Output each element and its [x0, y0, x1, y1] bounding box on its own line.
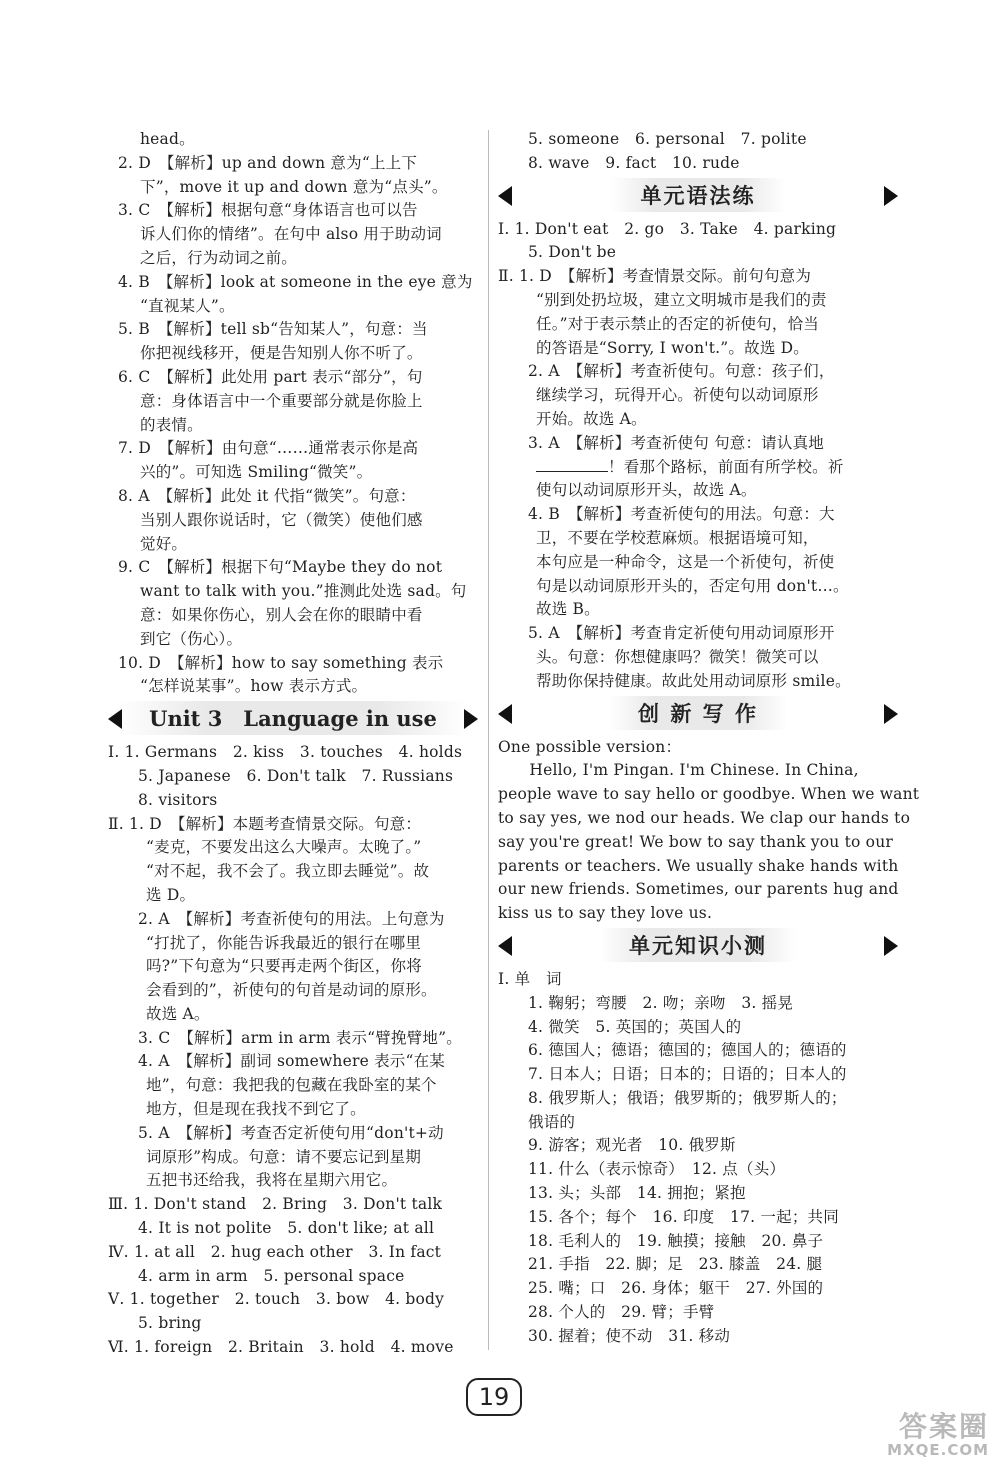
answer-line: 意：如果你伤心，别人会在你的眼睛中看 [140, 605, 423, 624]
answer-line: 6. 德国人；德语；德国的；德国人的；德语的 [528, 1041, 847, 1060]
section-title: Unit 3 Language in use [119, 701, 467, 735]
answer-line: 13. 头；头部 14. 拥抱；紧抱 [528, 1184, 746, 1203]
answer-line: 5. bring [138, 1314, 202, 1333]
answer-line: 使句以动词原形开头，故选 A。 [536, 481, 757, 500]
right-arrow-icon [884, 936, 898, 956]
answer-line: 11. 什么（表示惊奇） 12. 点（头） [528, 1160, 786, 1179]
answer-line: Ⅰ. 单 词 [498, 969, 562, 988]
answer-line: 4. 微笑 5. 英国的；英国人的 [528, 1017, 742, 1036]
quiz-answers [498, 968, 898, 1349]
answer-line: 8. wave 9. fact 10. rude [528, 153, 740, 172]
left-arrow-icon [108, 709, 122, 729]
answer-line: Ⅵ. 1. foreign 2. Britain 3. hold 4. move [108, 1338, 454, 1357]
answer-line: 你把视线移开，便是告知别人你不听了。 [140, 344, 423, 363]
answer-line: 下”，move it up and down 意为“点头”。 [140, 177, 448, 196]
answer-line: “直视某人”。 [140, 296, 235, 315]
answer-line: 9. 游客；观光者 10. 俄罗斯 [528, 1136, 736, 1155]
writing-line: to say yes, we nod our heads. We clap our hands to [498, 808, 911, 827]
answer-line-with-blank: ！看那个路标，前面有所学校。祈 [498, 456, 898, 480]
answer-line: 4. B 【解析】考查祈使句的用法。句意：大 [528, 505, 835, 524]
answer-line: 意：身体语言中一个重要部分就是你脸上 [140, 391, 423, 410]
answer-line: 故选 A。 [146, 1004, 210, 1023]
answer-line: 6. C 【解析】此处用 part 表示“部分”，句 [118, 367, 423, 386]
answer-line: 之后，行为动词之前。 [140, 248, 298, 267]
answer-line: Ⅴ. 1. together 2. touch 3. bow 4. body [108, 1290, 445, 1309]
watermark-url: MXQE.COM [887, 1441, 989, 1459]
answer-line: 9. C 【解析】根据下句“Maybe they do not [118, 558, 443, 577]
section-title: 单元知识小测 [599, 928, 797, 962]
answer-line: 18. 毛利人的 19. 触摸；接触 20. 鼻子 [528, 1231, 824, 1250]
answer-line: 5. A 【解析】考查否定祈使句用“don't+动 [138, 1123, 444, 1142]
answer-line: 兴的”。可知选 Smiling“微笑”。 [140, 463, 373, 482]
writing-line: our new friends. Sometimes, our parents hug and [498, 880, 899, 899]
answer-line: Ⅳ. 1. at all 2. hug each other 3. In fact [108, 1242, 442, 1261]
grammar-answers-part2 [498, 479, 898, 693]
right-arrow-icon [884, 186, 898, 206]
answer-line: head。 [140, 130, 195, 148]
answer-line: “怎样说某事”。how 表示方式。 [140, 677, 368, 696]
answer-line: 5. someone 6. personal 7. polite [528, 130, 807, 148]
answer-line: 5. A 【解析】考查肯定祈使句用动词原形开 [528, 624, 835, 643]
answer-line: 开始。故选 A。 [536, 409, 647, 428]
answer-line: 五把书还给我，我将在星期六用它。 [146, 1171, 398, 1190]
page-number: 19 [466, 1378, 522, 1416]
answer-line: Ⅰ. 1. Germans 2. kiss 3. touches 4. holds [108, 743, 463, 762]
left-answers-part1 [108, 128, 478, 699]
answer-line: 句是以动词原形开头的，否定句用 don't…。 [536, 576, 849, 595]
answer-line: 3. A 【解析】考查祈使句 句意：请认真地 [528, 433, 824, 452]
answer-line: Ⅰ. 1. Don't eat 2. go 3. Take 4. parking [498, 219, 837, 238]
answer-line: want to talk with you.”推测此处选 sad。句 [140, 582, 467, 601]
answer-line: Ⅱ. 1. D 【解析】考查情景交际。前句句意为 [498, 267, 812, 286]
answer-line: “对不起，我不会了。我立即去睡觉”。故 [146, 862, 430, 881]
answer-line: 会看到的”，祈使句的句首是动词的原形。 [146, 981, 437, 1000]
answer-line: 7. 日本人；日语；日本的；日语的；日本人的 [528, 1065, 847, 1084]
watermark-text: 答案圈 [898, 1410, 989, 1443]
section-header-grammar [498, 178, 898, 212]
answer-line: 地”，句意：我把我的包藏在我卧室的某个 [146, 1076, 437, 1095]
left-arrow-icon [498, 186, 512, 206]
section-title: 单元语法练 [611, 178, 786, 212]
answer-line: 4. A 【解析】副词 somewhere 表示“在某 [138, 1052, 445, 1071]
section-title: 创 新 写 作 [608, 696, 788, 730]
left-answers-part2 [108, 741, 478, 1360]
column-divider [488, 130, 489, 1350]
answer-line: 到它（伤心）。 [140, 629, 243, 648]
left-column [108, 128, 478, 1360]
answer-line: “别到处扔垃圾，建立文明城市是我们的责 [536, 290, 827, 309]
answer-line: 7. D 【解析】由句意“……通常表示你是高 [118, 439, 419, 458]
answer-line: 头。句意：你想健康吗？微笑！微笑可以 [536, 647, 819, 666]
answer-line: 故选 B。 [536, 600, 600, 619]
answer-line: 卫，不要在学校惹麻烦。根据语境可知， [536, 528, 819, 547]
left-arrow-icon [498, 704, 512, 724]
answer-line: “打扰了，你能告诉我最近的银行在哪里 [146, 933, 422, 952]
left-arrow-icon [498, 936, 512, 956]
answer-line: 1. 鞠躬；弯腰 2. 吻；亲吻 3. 摇晃 [528, 993, 794, 1012]
answer-line: 5. B 【解析】tell sb“告知某人”，句意：当 [118, 320, 428, 339]
answer-line: 的答语是“Sorry, I won't.”。故选 D。 [536, 338, 809, 357]
answer-line: 21. 手指 22. 脚；足 23. 膝盖 24. 腿 [528, 1255, 823, 1274]
answer-line: 25. 嘴；口 26. 身体；躯干 27. 外国的 [528, 1279, 824, 1298]
answer-line: 2. A 【解析】考查祈使句的用法。上句意为 [138, 909, 445, 928]
answer-line: 的表情。 [140, 415, 203, 434]
answer-line: 8. 俄罗斯人；俄语；俄罗斯的；俄罗斯人的； [528, 1088, 847, 1107]
writing-line: people wave to say hello or goodbye. When we want [498, 785, 920, 804]
answer-line: 俄语的 [528, 1112, 576, 1131]
answer-line: 10. D 【解析】how to say something 表示 [118, 653, 444, 672]
answer-line: 30. 握着；使不动 31. 移动 [528, 1326, 731, 1345]
section-header-unit3 [108, 701, 478, 735]
writing-line: Hello, I'm Pingan. I'm Chinese. In China, [498, 761, 859, 780]
answer-line: 本句应是一种命令，这是一个祈使句，祈使 [536, 552, 835, 571]
section-header-writing [498, 696, 898, 730]
grammar-answers-part1 [498, 218, 898, 456]
right-arrow-icon [464, 709, 478, 729]
answer-line: 词原形”构成。句意：请不要忘记到星期 [146, 1147, 422, 1166]
answer-line: 2. A 【解析】考查祈使句。句意：孩子们， [528, 362, 835, 381]
writing-line: say you're great! We bow to say thank you to our [498, 832, 893, 851]
answer-line: 任。”对于表示禁止的否定的祈使句，恰当 [536, 314, 819, 333]
answer-line: 5. Japanese 6. Don't talk 7. Russians [138, 766, 454, 785]
right-answers-part1 [498, 128, 898, 176]
answer-line: 选 D。 [146, 885, 196, 904]
section-header-quiz [498, 928, 898, 962]
answer-line: 继续学习，玩得开心。祈使句以动词原形 [536, 386, 819, 405]
answer-line: 帮助你保持健康。故此处用动词原形 smile。 [536, 671, 851, 690]
answer-line: 4. B 【解析】look at someone in the eye 意为 [118, 272, 473, 291]
answer-line: 当别人跟你说话时，它（微笑）使他们感 [140, 510, 423, 529]
writing-line: kiss us to say they love us. [498, 904, 713, 923]
answer-line: Ⅱ. 1. D 【解析】本题考查情景交际。句意： [108, 814, 422, 833]
answer-blank [536, 457, 608, 472]
answer-line: 28. 个人的 29. 臂；手臂 [528, 1303, 715, 1322]
answer-line: 3. C 【解析】arm in arm 表示“臂挽臂地”。 [138, 1028, 462, 1047]
answer-line: 8. A 【解析】此处 it 代指“微笑”。句意： [118, 486, 416, 505]
answer-line: 4. It is not polite 5. don't like; at all [138, 1219, 435, 1238]
answer-line: 吗?”下句意为“只要再走两个街区，你将 [146, 957, 422, 976]
answer-line: 诉人们你的情绪”。在句中 also 用于助动词 [140, 225, 442, 244]
right-arrow-icon [884, 704, 898, 724]
writing-intro: One possible version： [498, 737, 682, 756]
answer-line: 5. Don't be [528, 243, 617, 262]
answer-line: 3. C 【解析】根据句意“身体语言也可以告 [118, 201, 418, 220]
watermark-logo [830, 1405, 995, 1463]
answer-line: 8. visitors [138, 790, 218, 809]
answer-line: Ⅲ. 1. Don't stand 2. Bring 3. Don't talk [108, 1195, 443, 1214]
writing-body [498, 759, 920, 926]
answer-line: 地方，但是现在我找不到它了。 [146, 1100, 366, 1119]
answer-line: 15. 各个；每个 16. 印度 17. 一起；共同 [528, 1207, 839, 1226]
writing-line: parents or teachers. We usually shake hands with [498, 856, 899, 875]
answer-line: 2. D 【解析】up and down 意为“上上下 [118, 153, 418, 172]
answer-line: “麦克，不要发出这么大噪声。太晚了。” [146, 838, 422, 857]
right-column [498, 128, 920, 1349]
answer-line: 觉好。 [140, 534, 188, 553]
answer-line: 4. arm in arm 5. personal space [138, 1266, 405, 1285]
